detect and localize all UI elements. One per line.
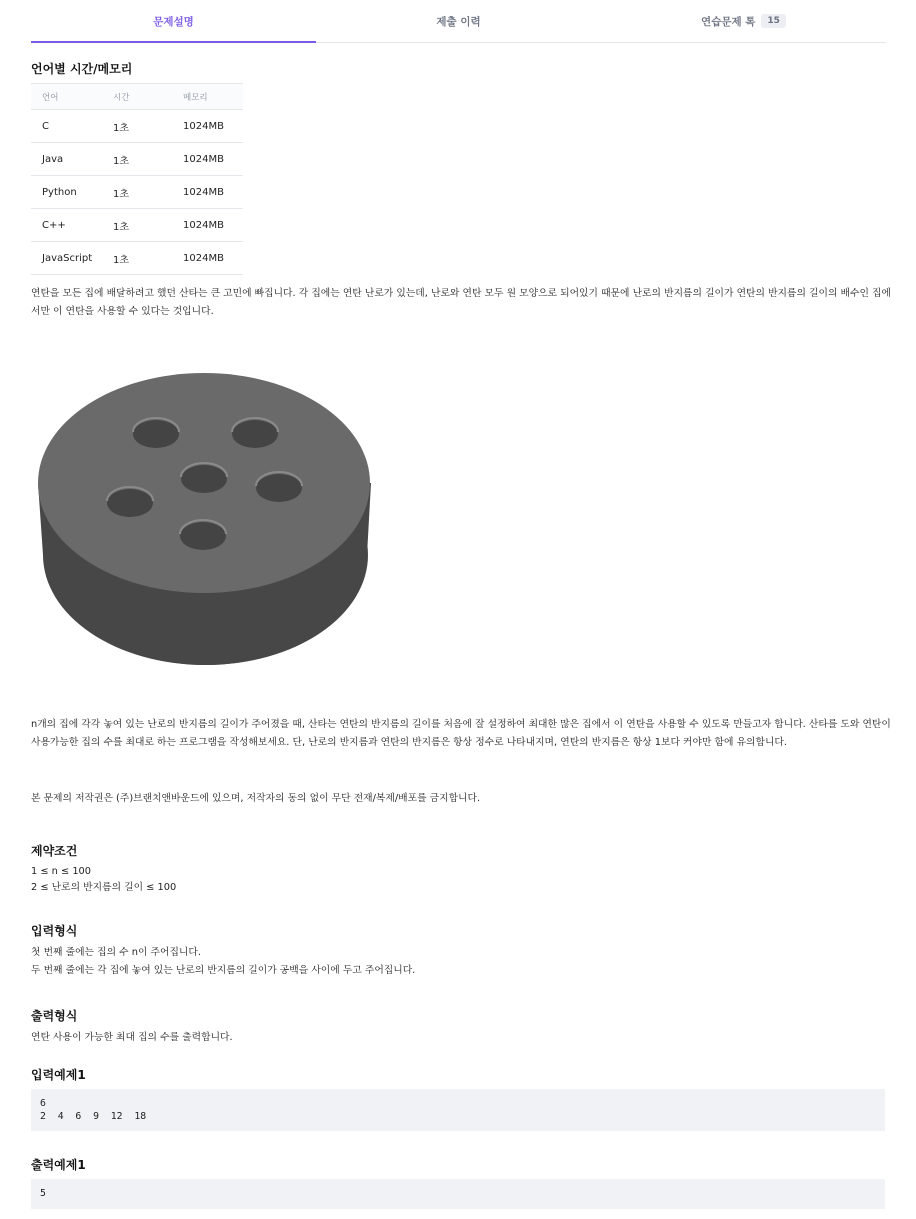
tab-submissions-label: 제출 이력 <box>436 15 481 28</box>
tab-description[interactable] <box>31 0 316 42</box>
header-memory: 메모리 <box>172 84 243 110</box>
input-format-title: 입력형식 <box>31 924 78 938</box>
tab-description-label: 문제설명 <box>153 15 194 28</box>
input-format-line: 두 번째 줄에는 각 집에 놓여 있는 난로의 반지름의 길이가 공백을 사이에 두고 주어집니다. <box>31 965 416 976</box>
cell-time: 1초 <box>102 242 172 275</box>
cell-memory: 1024MB <box>172 110 243 143</box>
cell-memory: 1024MB <box>172 209 243 242</box>
cell-time: 1초 <box>102 209 172 242</box>
output-format-title: 출력형식 <box>31 1009 78 1023</box>
discussion-count-badge: 15 <box>761 14 786 28</box>
output-example-title: 출력예제1 <box>31 1158 86 1172</box>
cell-memory: 1024MB <box>172 143 243 176</box>
constraint-line: 2 ≤ 난로의 반지름의 길이 ≤ 100 <box>31 882 177 893</box>
table-header-row <box>31 84 243 110</box>
cell-memory: 1024MB <box>172 242 243 275</box>
copyright-notice: 본 문제의 저작권은 (주)브랜치앤바운드에 있으며, 저작자의 동의 없이 무단 전재/복제/배포를 금지합니다. <box>31 793 481 804</box>
output-format-line: 연탄 사용이 가능한 최대 집의 수를 출력합니다. <box>31 1032 233 1043</box>
table-row <box>31 176 243 209</box>
table-row <box>31 143 243 176</box>
tab-submissions[interactable] <box>316 0 601 42</box>
cell-time: 1초 <box>102 176 172 209</box>
coal-briquette-image <box>31 365 377 674</box>
tab-discussion[interactable] <box>601 0 886 42</box>
limits-table <box>31 83 243 275</box>
table-row <box>31 110 243 143</box>
constraint-line: 1 ≤ n ≤ 100 <box>31 866 92 877</box>
cell-memory: 1024MB <box>172 176 243 209</box>
cell-language: Java <box>31 143 102 176</box>
tab-discussion-label: 연습문제 톡 <box>701 15 756 28</box>
constraints-title: 제약조건 <box>31 844 78 858</box>
problem-intro: 연탄을 모든 집에 배달하려고 했던 산타는 큰 고민에 빠집니다. 각 집에는 연탄 난로가 있는데, 난로와 연탄 모두 원 모양으로 되어있기 때문에 난로의 반지름의 길이가 연탄의 반지름의 길이의 배수인 집에서만 이 연탄을 사용할 수 있다는 것입니다. <box>31 288 891 317</box>
problem-task: n개의 집에 각각 놓여 있는 난로의 반지름의 길이가 주어졌을 때, 산타는 연탄의 반지름의 길이를 처음에 잘 설정하여 최대한 많은 집에서 이 연탄을 사용할 수 있도록 만들고자 합니다. 산타를 도와 연탄이 사용가능한 집의 수를 최대로 하는 프로그램을 작성해보세요. 단, 난로의 반지름과 연탄의 반지름은 항상 정수로 나타내지며, 연탄의 반지름은 항상 1보다 커야만 함에 유의합니다. <box>31 719 891 748</box>
cell-language: JavaScript <box>31 242 102 275</box>
header-time: 시간 <box>102 84 172 110</box>
cell-language: Python <box>31 176 102 209</box>
cell-language: C++ <box>31 209 102 242</box>
input-example-title: 입력예제1 <box>31 1068 86 1082</box>
table-row <box>31 209 243 242</box>
input-format-line: 첫 번째 줄에는 집의 수 n이 주어집니다. <box>31 947 201 958</box>
limits-title: 언어별 시간/메모리 <box>31 62 133 76</box>
header-language: 언어 <box>31 84 102 110</box>
cell-time: 1초 <box>102 110 172 143</box>
problem-tabs <box>31 0 886 43</box>
table-row <box>31 242 243 275</box>
input-example-code: 6 2 4 6 9 12 18 <box>31 1089 885 1131</box>
cell-time: 1초 <box>102 143 172 176</box>
cell-language: C <box>31 110 102 143</box>
output-example-code: 5 <box>31 1179 885 1209</box>
